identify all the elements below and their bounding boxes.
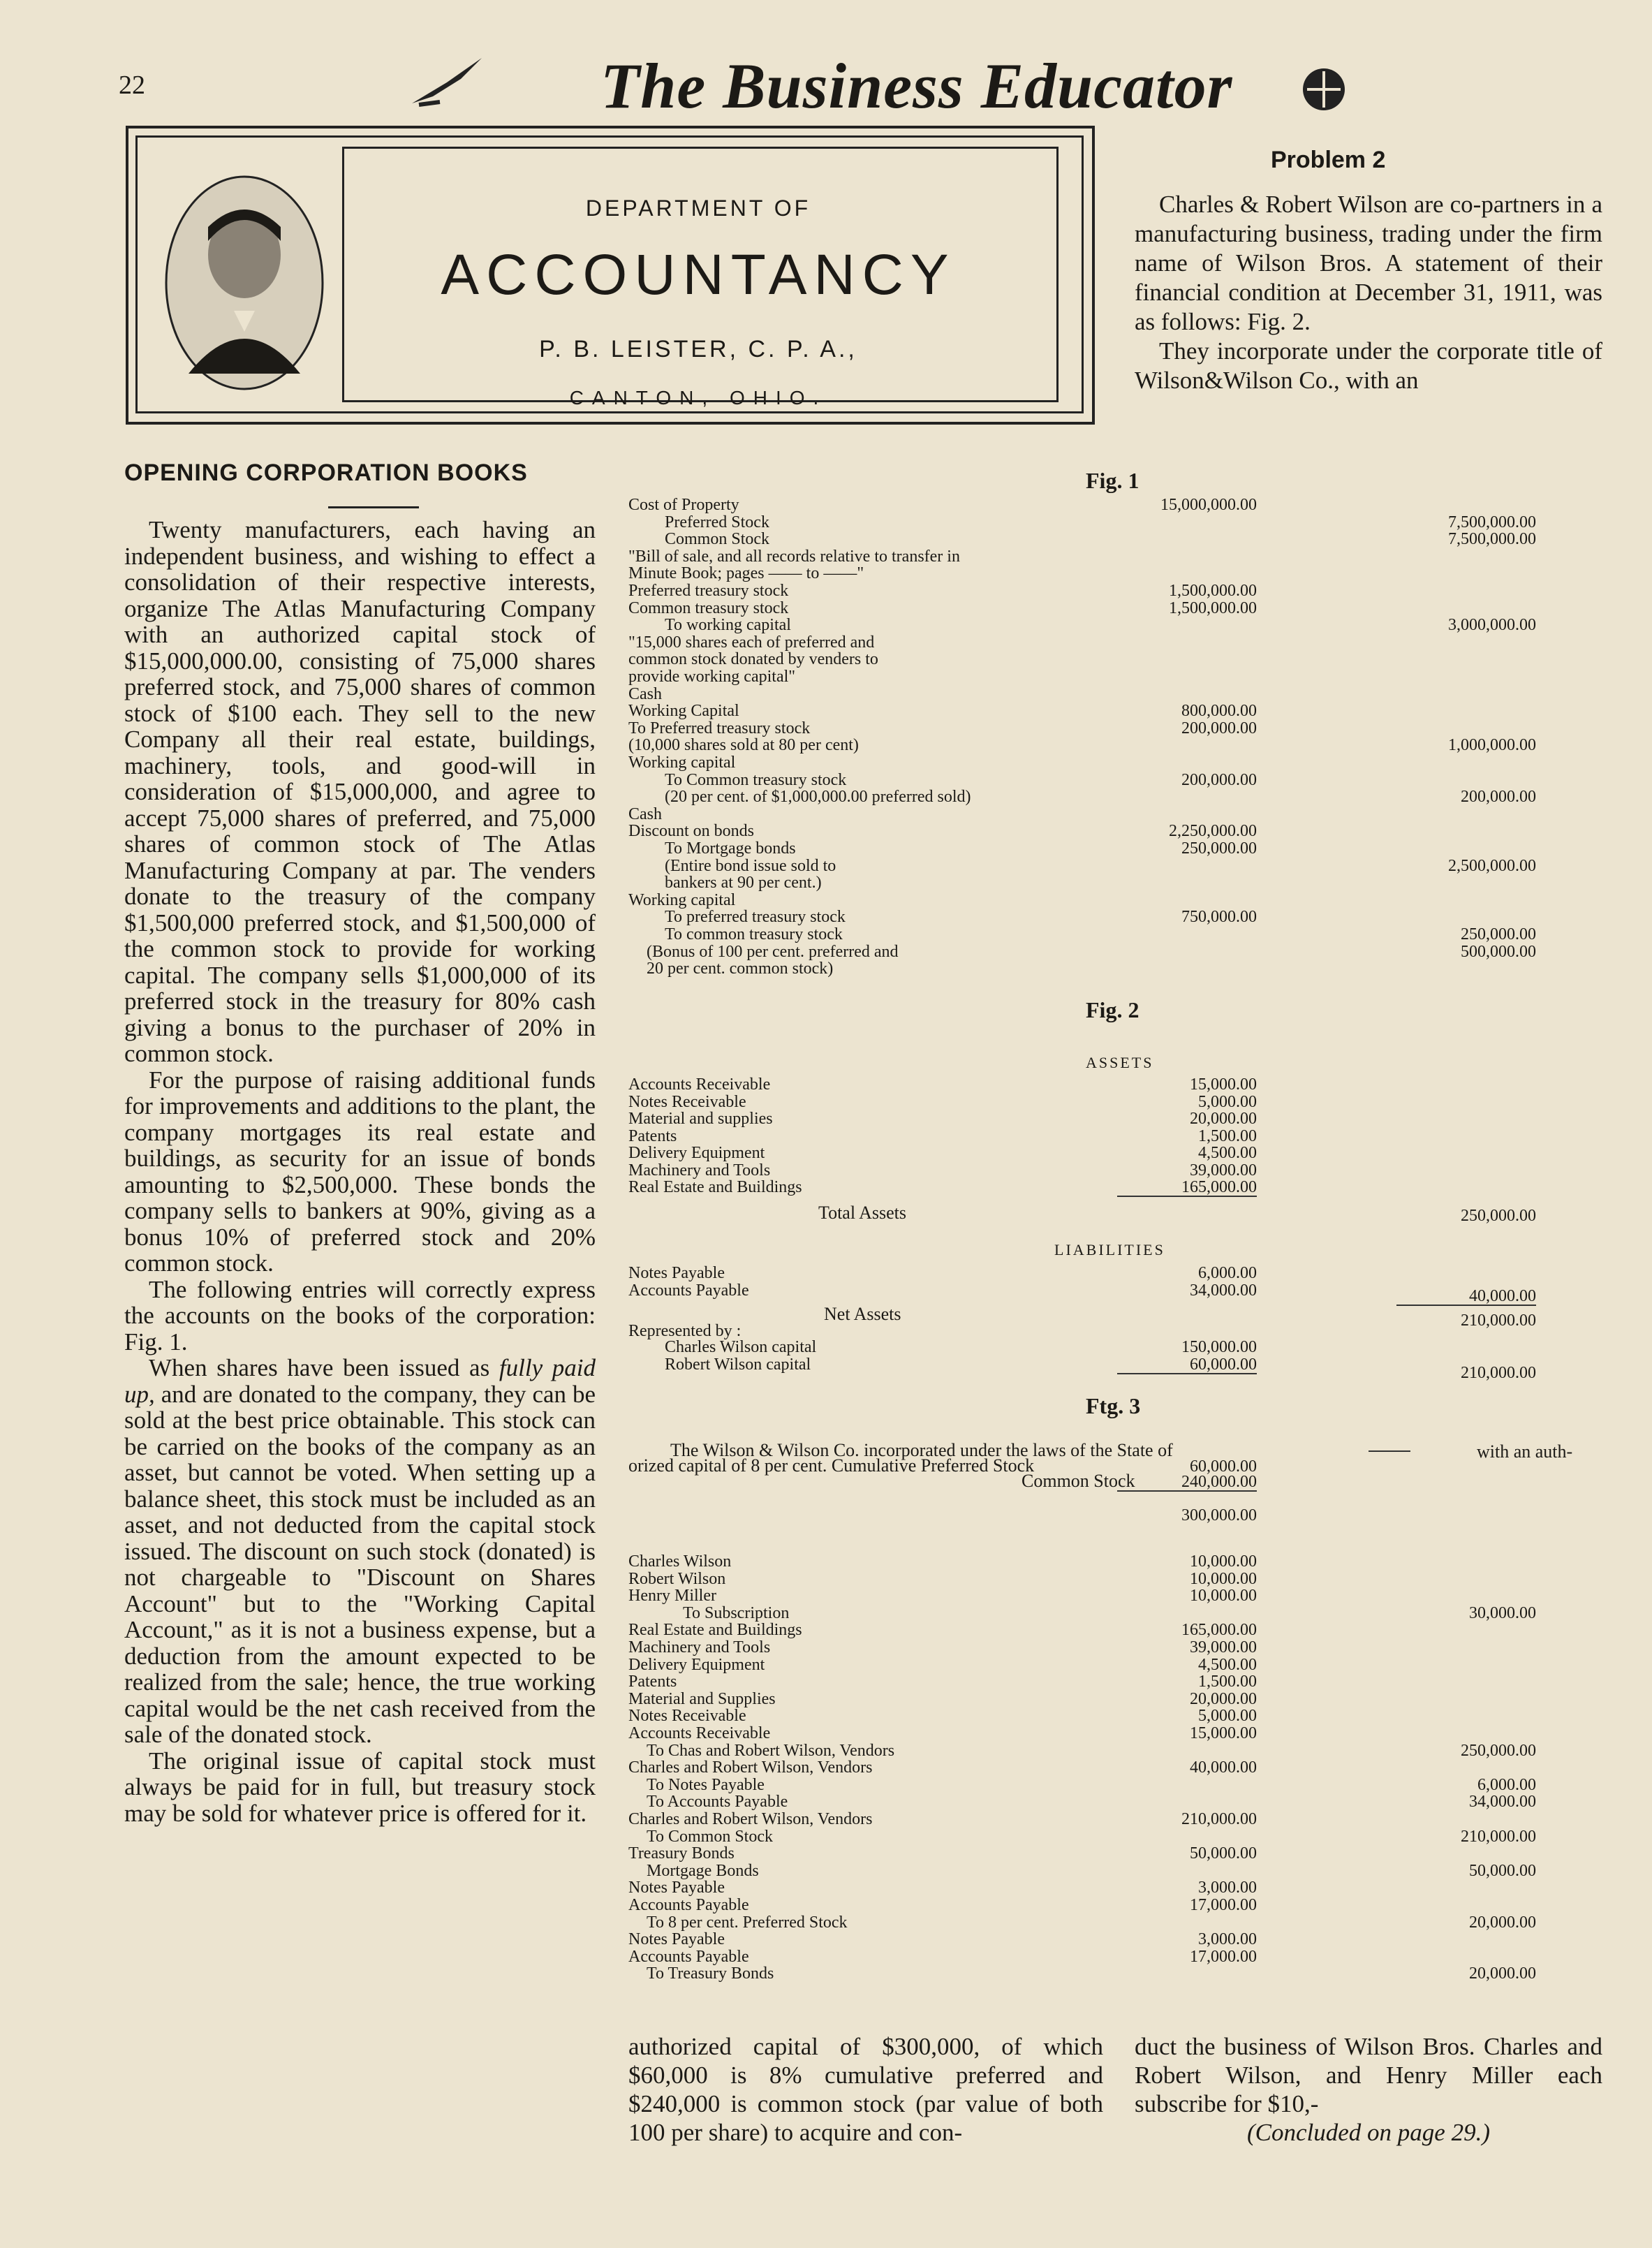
fig3-debit-amount: 165,000.00 — [1181, 1621, 1257, 1640]
fig1-credit-amount: 7,500,000.00 — [1448, 513, 1536, 531]
fig3-debit-amount: 20,000.00 — [1190, 1689, 1257, 1708]
fig3-entry-text: Accounts Payable — [628, 1947, 749, 1966]
department-title-block — [349, 196, 1047, 409]
department-author: P. B. LEISTER, C. P. A., — [539, 336, 857, 362]
fig1-debit-amount: 2,250,000.00 — [1169, 822, 1257, 841]
liability-label: Accounts Payable — [628, 1281, 749, 1300]
fig1-entry-text: Cost of Property — [628, 496, 739, 514]
asset-label: Material and supplies — [628, 1110, 773, 1128]
fig3-debit-amount: 3,000.00 — [1198, 1930, 1257, 1949]
represented-by-label: Represented by : — [628, 1322, 742, 1340]
fig1-entry-text: 20 per cent. common stock) — [647, 960, 834, 978]
fig3-entry-text: To Common Stock — [647, 1827, 773, 1846]
capital-amount: 150,000.00 — [1181, 1338, 1257, 1356]
fig3-entry-text: Accounts Receivable — [628, 1724, 771, 1742]
fig3-debit-amount: 4,500.00 — [1198, 1655, 1257, 1674]
fig1-debit-amount: 800,000.00 — [1181, 702, 1257, 721]
asset-label: Notes Receivable — [628, 1092, 746, 1111]
fig1-credit-amount: 1,000,000.00 — [1448, 736, 1536, 755]
capital-label: Robert Wilson capital — [665, 1355, 811, 1374]
fig1-entry-text: (Bonus of 100 per cent. preferred and — [647, 942, 899, 961]
article-paragraph-4-rest: and are donated to the company, they can be sold at the best price obtainable. This stock can be carried on the books of the company as an asset, but cannot be voted. When setting up a balance sheet, this stock must be included as an asset, and not deducted from the capital stock issued. The discount on such stock (donated) is not chargeable to "Discount on Shares Account" but to the "Working Capital Account," as it is not a business expense, but a deduction from the amount expected to be realized from the sale; hence, the true working capital would be the net cash received from the sale of the donated stock. — [124, 1380, 596, 1748]
fig3-debit-amount: 10,000.00 — [1190, 1587, 1257, 1606]
fig3-credit-amount: 34,000.00 — [1469, 1793, 1536, 1812]
fig1-entry-text: (20 per cent. of $1,000,000.00 preferred sold) — [665, 788, 971, 807]
asset-label: Accounts Receivable — [628, 1075, 771, 1094]
asset-label: Machinery and Tools — [628, 1161, 771, 1180]
authorized-total-amount: 300,000.00 — [1181, 1506, 1257, 1525]
asset-amount: 165,000.00 — [1117, 1180, 1257, 1197]
fig1-entry-text: Working capital — [628, 754, 736, 772]
assets-heading: ASSETS — [1086, 1054, 1154, 1071]
fig1-entry-text: "15,000 shares each of preferred and — [628, 633, 875, 652]
fig3-entry-text: To Subscription — [683, 1603, 790, 1622]
article-paragraph-2: For the purpose of raising additional funds for improvements and additions to the plant, the company mortgages its real estate and buildings, as security for an issue of bonds amounting to $2,500,000. These bonds the company sells to bankers at 90%, giving as a bonus 10% of preferred stock and 20% common stock. — [124, 1066, 596, 1277]
preferred-stock-amount: 60,000.00 — [1190, 1457, 1257, 1476]
bottom-right-text: duct the business of Wilson Bros. Charles and Robert Wilson, and Henry Miller each subscribe for $10,- — [1135, 2033, 1602, 2117]
asset-label: Real Estate and Buildings — [628, 1178, 802, 1196]
fig3-entry-text: Material and Supplies — [628, 1689, 776, 1708]
fig1-debit-amount: 750,000.00 — [1181, 908, 1257, 927]
common-stock-amount: 240,000.00 — [1117, 1474, 1257, 1492]
fig1-credit-amount: 7,500,000.00 — [1448, 530, 1536, 549]
article-paragraph-4 — [124, 1355, 596, 1748]
problem-paragraph-2: They incorporate under the corporate title of Wilson&Wilson Co., with an — [1135, 337, 1602, 394]
article-paragraph-1: Twenty manufacturers, each having an independent business, and wishing to effect a consolidation of their respective interests, organize The Atlas Manufacturing Company with an authorized capital stock of $15,000,000.00, consisting of 75,000 shares preferred stock, and 75,000 shares of common stock of $100 each. They sell to the new Company all their real estate, buildings, machinery, tools, and good-will in consideration of $15,000,000, and agree to accept 75,000 shares of preferred, and 75,000 shares of common stock of The Atlas Manufacturing Company at par. The venders donate to the treasury of the company $1,500,000 preferred stock, and $1,500,000 of the common stock to provide for working capital. The company sells $1,000,000 of its preferred stock in the treasury for 80% cash giving a bonus to the purchaser of 20% in common stock. — [124, 516, 596, 1067]
fig3-debit-amount: 210,000.00 — [1181, 1810, 1257, 1828]
fig2-statement — [628, 1055, 1606, 1390]
fig3-debit-amount: 15,000.00 — [1190, 1724, 1257, 1742]
article-body — [124, 517, 596, 1826]
asset-amount: 4,500.00 — [1198, 1144, 1257, 1162]
fig3-journal — [628, 1442, 1606, 2001]
fig3-debit-amount: 17,000.00 — [1190, 1947, 1257, 1966]
liability-amount: 6,000.00 — [1198, 1264, 1257, 1282]
fig1-journal — [628, 497, 1606, 1000]
fig3-debit-amount: 50,000.00 — [1190, 1844, 1257, 1863]
fig3-entry-text: Treasury Bonds — [628, 1844, 735, 1863]
fig1-label: Fig. 1 — [1086, 468, 1140, 493]
total-assets-value: 250,000.00 — [1461, 1207, 1536, 1225]
asset-label: Delivery Equipment — [628, 1144, 765, 1162]
fig3-debit-amount: 1,500.00 — [1198, 1673, 1257, 1691]
fig3-entry-text: Delivery Equipment — [628, 1655, 765, 1674]
fig1-entry-text: Preferred Stock — [665, 513, 769, 531]
fig1-entry-text: bankers at 90 per cent.) — [665, 874, 822, 892]
heading-rule — [328, 506, 419, 508]
fig3-debit-amount: 10,000.00 — [1190, 1569, 1257, 1588]
fig1-entry-text: provide working capital" — [628, 668, 796, 686]
department-subtitle: DEPARTMENT OF — [585, 196, 811, 221]
fig3-credit-amount: 20,000.00 — [1469, 1964, 1536, 1983]
fig1-credit-amount: 200,000.00 — [1461, 788, 1536, 807]
fig1-entry-text: To working capital — [665, 616, 791, 635]
state-blank-line — [1369, 1450, 1410, 1452]
fig1-entry-text: Working capital — [628, 890, 736, 909]
fig1-debit-amount: 250,000.00 — [1181, 839, 1257, 858]
common-stock-label: Common Stock — [1022, 1471, 1135, 1491]
fig3-entry-text: To 8 per cent. Preferred Stock — [647, 1913, 848, 1932]
page-number: 22 — [119, 71, 145, 100]
fig1-debit-amount: 1,500,000.00 — [1169, 582, 1257, 600]
problem-heading: Problem 2 — [1271, 147, 1386, 173]
masthead-title: The Business Educator — [600, 50, 1233, 122]
fig1-entry-text: To Preferred treasury stock — [628, 719, 811, 737]
fig1-debit-amount: 200,000.00 — [1181, 719, 1257, 737]
fig3-intro-line-1: The Wilson & Wilson Co. incorporated under the laws of the State of — [670, 1440, 1173, 1460]
fig3-entry-text: Notes Receivable — [628, 1707, 746, 1726]
fig3-credit-amount: 6,000.00 — [1477, 1775, 1536, 1794]
fig1-entry-text: Working Capital — [628, 702, 739, 721]
fig3-debit-amount: 40,000.00 — [1190, 1758, 1257, 1777]
concluded-note: (Concluded on page 29.) — [1247, 2119, 1490, 2146]
department-title: ACCOUNTANCY — [441, 243, 956, 307]
fig1-entry-text: To Mortgage bonds — [665, 839, 796, 858]
fig3-credit-amount: 50,000.00 — [1469, 1861, 1536, 1880]
net-assets-value: 210,000.00 — [1461, 1312, 1536, 1330]
article-paragraph-4-start: When shares have been issued as — [149, 1354, 490, 1381]
fig1-credit-amount: 2,500,000.00 — [1448, 856, 1536, 875]
fig1-entry-text: To Common treasury stock — [665, 770, 847, 789]
total-assets-label: Total Assets — [818, 1203, 907, 1223]
fig3-credit-amount: 210,000.00 — [1461, 1827, 1536, 1846]
fig1-entry-text: Discount on bonds — [628, 822, 754, 841]
fig3-debit-amount: 39,000.00 — [1190, 1638, 1257, 1656]
fig3-entry-text: Notes Payable — [628, 1930, 725, 1949]
fig3-entry-text: Real Estate and Buildings — [628, 1621, 802, 1640]
asset-label: Patents — [628, 1126, 677, 1145]
problem-text — [1135, 190, 1602, 395]
fig3-entry-text: Henry Miller — [628, 1587, 716, 1606]
fig1-credit-amount: 500,000.00 — [1461, 942, 1536, 961]
fig1-debit-amount: 1,500,000.00 — [1169, 598, 1257, 617]
capital-amount: 60,000.00 — [1117, 1357, 1257, 1374]
fig2-label: Fig. 2 — [1086, 997, 1140, 1022]
liabilities-heading: LIABILITIES — [1054, 1241, 1165, 1258]
fig3-label: Ftg. 3 — [1086, 1393, 1141, 1418]
fig3-entry-text: Charles and Robert Wilson, Vendors — [628, 1758, 873, 1777]
ornament-icon — [1299, 64, 1349, 115]
asset-amount: 1,500.00 — [1198, 1126, 1257, 1145]
fig1-entry-text: (10,000 shares sold at 80 per cent) — [628, 736, 859, 755]
fig1-debit-amount: 200,000.00 — [1181, 770, 1257, 789]
fig1-credit-amount: 250,000.00 — [1461, 925, 1536, 943]
fig1-debit-amount: 15,000,000.00 — [1160, 496, 1257, 514]
fig3-debit-amount: 17,000.00 — [1190, 1896, 1257, 1914]
total-liabilities-value: 40,000.00 — [1396, 1288, 1536, 1306]
asset-amount: 5,000.00 — [1198, 1092, 1257, 1111]
fig1-entry-text: common stock donated by venders to — [628, 650, 878, 669]
liability-amount: 34,000.00 — [1190, 1281, 1257, 1300]
fig3-debit-amount: 10,000.00 — [1190, 1552, 1257, 1571]
quill-pen-icon — [405, 54, 489, 110]
article-paragraph-5: The original issue of capital stock must always be paid for in full, but treasury stock may be sold for whatever price is offered for it. — [124, 1747, 596, 1827]
department-location: CANTON, OHIO. — [569, 387, 827, 409]
fig3-intro-blank-text: with an auth- — [1477, 1441, 1573, 1462]
liability-label: Notes Payable — [628, 1264, 725, 1282]
bottom-middle-column: authorized capital of $300,000, of which $60,000 is 8% cumulative preferred and $240,000 is common stock (par value of both 100 per share) to acquire and con- — [628, 2033, 1103, 2146]
fig3-credit-amount: 250,000.00 — [1461, 1741, 1536, 1760]
fig3-debit-amount: 3,000.00 — [1198, 1879, 1257, 1897]
fig3-intro-line-2: orized capital of 8 per cent. Cumulative Preferred Stock — [628, 1455, 1035, 1476]
author-portrait — [161, 171, 328, 395]
fig3-entry-text: Notes Payable — [628, 1879, 725, 1897]
fig3-entry-text: Mortgage Bonds — [647, 1861, 759, 1880]
fig1-credit-amount: 3,000,000.00 — [1448, 616, 1536, 635]
fig3-entry-text: Accounts Payable — [628, 1896, 749, 1914]
fig1-entry-text: Common treasury stock — [628, 598, 789, 617]
fig3-credit-amount: 30,000.00 — [1469, 1603, 1536, 1622]
fig1-entry-text: Cash — [628, 805, 662, 823]
italic-phrase: fully paid up, — [124, 1354, 596, 1408]
fig1-entry-text: Preferred treasury stock — [628, 582, 789, 600]
fig3-entry-text: Machinery and Tools — [628, 1638, 771, 1656]
fig3-entry-text: To Treasury Bonds — [647, 1964, 774, 1983]
capital-total-value: 210,000.00 — [1461, 1364, 1536, 1382]
fig3-entry-text: To Notes Payable — [647, 1775, 765, 1794]
article-paragraph-3: The following entries will correctly express the accounts on the books of the corporation: Fig. 1. — [124, 1275, 596, 1356]
fig3-entry-text: Charles and Robert Wilson, Vendors — [628, 1810, 873, 1828]
fig3-entry-text: To Chas and Robert Wilson, Vendors — [647, 1741, 895, 1760]
fig1-entry-text: "Bill of sale, and all records relative to transfer in — [628, 547, 960, 566]
bottom-right-column — [1135, 2032, 1602, 2147]
asset-amount: 20,000.00 — [1190, 1110, 1257, 1128]
capital-label: Charles Wilson capital — [665, 1338, 817, 1356]
fig1-entry-text: Common Stock — [665, 530, 770, 549]
fig3-entry-text: Charles Wilson — [628, 1552, 732, 1571]
fig1-entry-text: To preferred treasury stock — [665, 908, 846, 927]
asset-amount: 15,000.00 — [1190, 1075, 1257, 1094]
fig3-entry-text: Robert Wilson — [628, 1569, 726, 1588]
fig3-debit-amount: 5,000.00 — [1198, 1707, 1257, 1726]
net-assets-label: Net Assets — [824, 1304, 901, 1324]
problem-paragraph-1: Charles & Robert Wilson are co-partners in a manufacturing business, trading under the firm name of Wilson Bros. A statement of their financial condition at December 31, 1911, was as follows: Fig. 2. — [1135, 191, 1602, 335]
fig1-entry-text: To common treasury stock — [665, 925, 843, 943]
fig3-entry-text: Patents — [628, 1673, 677, 1691]
asset-amount: 39,000.00 — [1190, 1161, 1257, 1180]
fig3-credit-amount: 20,000.00 — [1469, 1913, 1536, 1932]
fig3-entry-text: To Accounts Payable — [647, 1793, 788, 1812]
fig1-entry-text: (Entire bond issue sold to — [665, 856, 836, 875]
article-heading: OPENING CORPORATION BOOKS — [124, 460, 528, 486]
fig1-entry-text: Minute Book; pages —— to ——" — [628, 564, 864, 583]
fig1-entry-text: Cash — [628, 684, 662, 703]
